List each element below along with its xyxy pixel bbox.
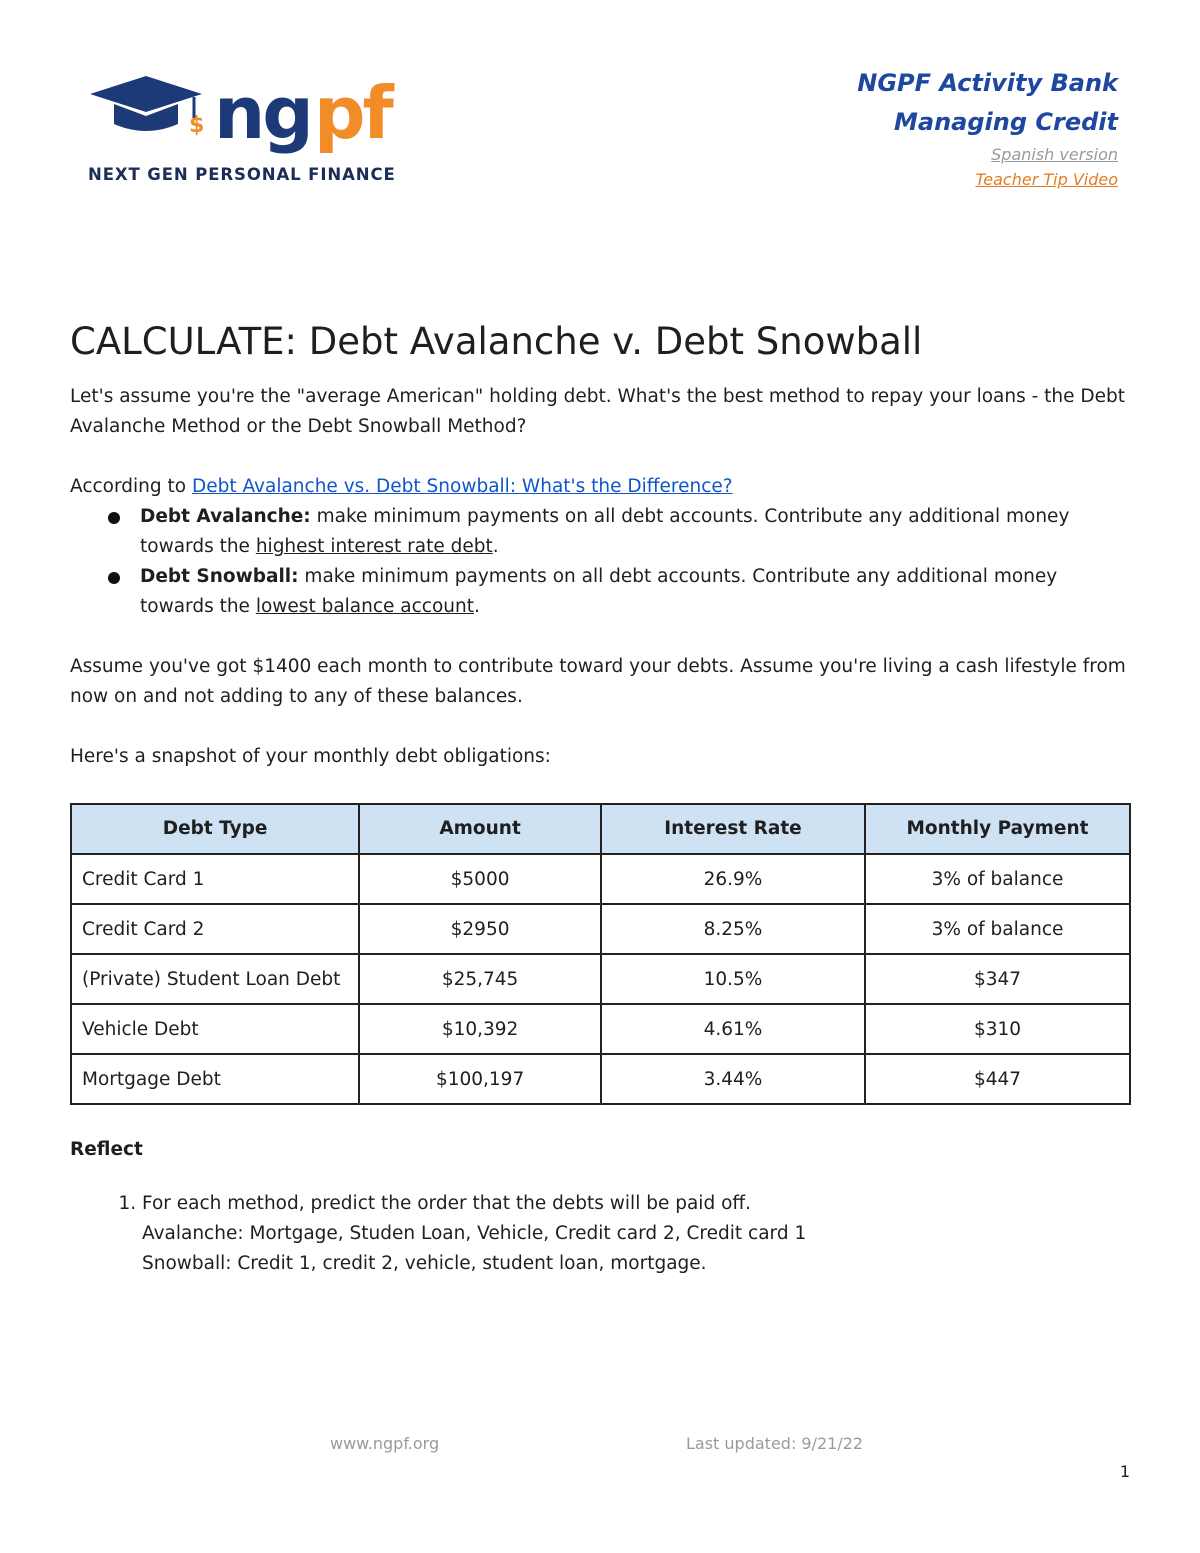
footer-last-updated: Last updated: 9/21/22 xyxy=(686,1434,864,1453)
unit-title: Managing Credit xyxy=(894,108,1118,136)
svg-text:$: $ xyxy=(189,113,205,138)
column-header: Monthly Payment xyxy=(865,804,1130,854)
page-title: CALCULATE: Debt Avalanche v. Debt Snowball xyxy=(70,320,923,363)
table-cell: $2950 xyxy=(359,904,601,954)
table-row xyxy=(71,1054,1130,1104)
table-row xyxy=(71,1004,1130,1054)
header-info xyxy=(857,64,1118,192)
table-cell: Credit Card 1 xyxy=(71,854,359,904)
table-cell: $25,745 xyxy=(359,954,601,1004)
method-list xyxy=(70,502,1132,622)
main-content xyxy=(70,318,1132,1279)
table-cell: (Private) Student Loan Debt xyxy=(71,954,359,1004)
table-cell: 26.9% xyxy=(601,854,865,904)
table-row xyxy=(71,904,1130,954)
snapshot-line: Here's a snapshot of your monthly debt obligations: xyxy=(70,746,551,767)
table-cell: 3% of balance xyxy=(865,904,1130,954)
question-item xyxy=(142,1189,1132,1279)
intro-paragraph: Let's assume you're the "average American" holding debt. What's the best method to repay your loans - the Debt Avalanche Method or the Debt Snowball Method? xyxy=(70,386,1126,437)
list-item-snowball: Debt Snowball: make minimum payments on all debt accounts. Contribute any additional money towards the lowest balance account. xyxy=(140,562,1132,622)
table-cell: $5000 xyxy=(359,854,601,904)
table-row xyxy=(71,954,1130,1004)
ngpf-logo xyxy=(86,66,422,190)
table-cell: $10,392 xyxy=(359,1004,601,1054)
spanish-version-link[interactable]: Spanish version xyxy=(991,145,1118,164)
activity-bank-label: NGPF Activity Bank xyxy=(857,69,1118,97)
logo-wordmark-ng: ng xyxy=(214,71,311,155)
answer-snowball: Snowball: Credit 1, credit 2, vehicle, student loan, mortgage. xyxy=(142,1253,707,1274)
question-list xyxy=(70,1189,1132,1279)
table-header-row xyxy=(71,804,1130,854)
table-cell: 4.61% xyxy=(601,1004,865,1054)
column-header: Amount xyxy=(359,804,601,854)
table-cell: 8.25% xyxy=(601,904,865,954)
footer-site: www.ngpf.org xyxy=(330,1434,440,1453)
logo-wordmark-pf: pf xyxy=(314,71,391,155)
debt-table xyxy=(70,803,1131,1105)
table-cell: $100,197 xyxy=(359,1054,601,1104)
logo-tagline: NEXT GEN PERSONAL FINANCE xyxy=(88,165,396,184)
table-cell: Vehicle Debt xyxy=(71,1004,359,1054)
article-link[interactable]: Debt Avalanche vs. Debt Snowball: What's the Difference? xyxy=(191,476,733,497)
teacher-tip-video-link[interactable]: Teacher Tip Video xyxy=(975,170,1118,189)
table-cell: 3% of balance xyxy=(865,854,1130,904)
table-cell: Mortgage Debt xyxy=(71,1054,359,1104)
column-header: Interest Rate xyxy=(601,804,865,854)
table-cell: $447 xyxy=(865,1054,1130,1104)
according-line: According to Debt Avalanche vs. Debt Snowball: What's the Difference? xyxy=(70,476,733,497)
column-header: Debt Type xyxy=(71,804,359,854)
graduation-cap-icon xyxy=(86,66,422,162)
answer-avalanche: Avalanche: Mortgage, Studen Loan, Vehicle, Credit card 2, Credit card 1 xyxy=(142,1223,807,1244)
list-item-avalanche: Debt Avalanche: make minimum payments on all debt accounts. Contribute any additional money towards the highest interest rate debt. xyxy=(140,502,1132,562)
question-text: 1. For each method, predict the order that the debts will be paid off. xyxy=(142,1193,752,1214)
table-row xyxy=(71,854,1130,904)
assume-paragraph: Assume you've got $1400 each month to contribute toward your debts. Assume you're living a cash lifestyle from now on and not adding to any of these balances. xyxy=(70,656,1126,707)
table-cell: $310 xyxy=(865,1004,1130,1054)
table-cell: 10.5% xyxy=(601,954,865,1004)
page-number: 1 xyxy=(1119,1462,1130,1481)
reflect-heading: Reflect xyxy=(70,1139,143,1160)
table-cell: 3.44% xyxy=(601,1054,865,1104)
table-cell: Credit Card 2 xyxy=(71,904,359,954)
table-cell: $347 xyxy=(865,954,1130,1004)
